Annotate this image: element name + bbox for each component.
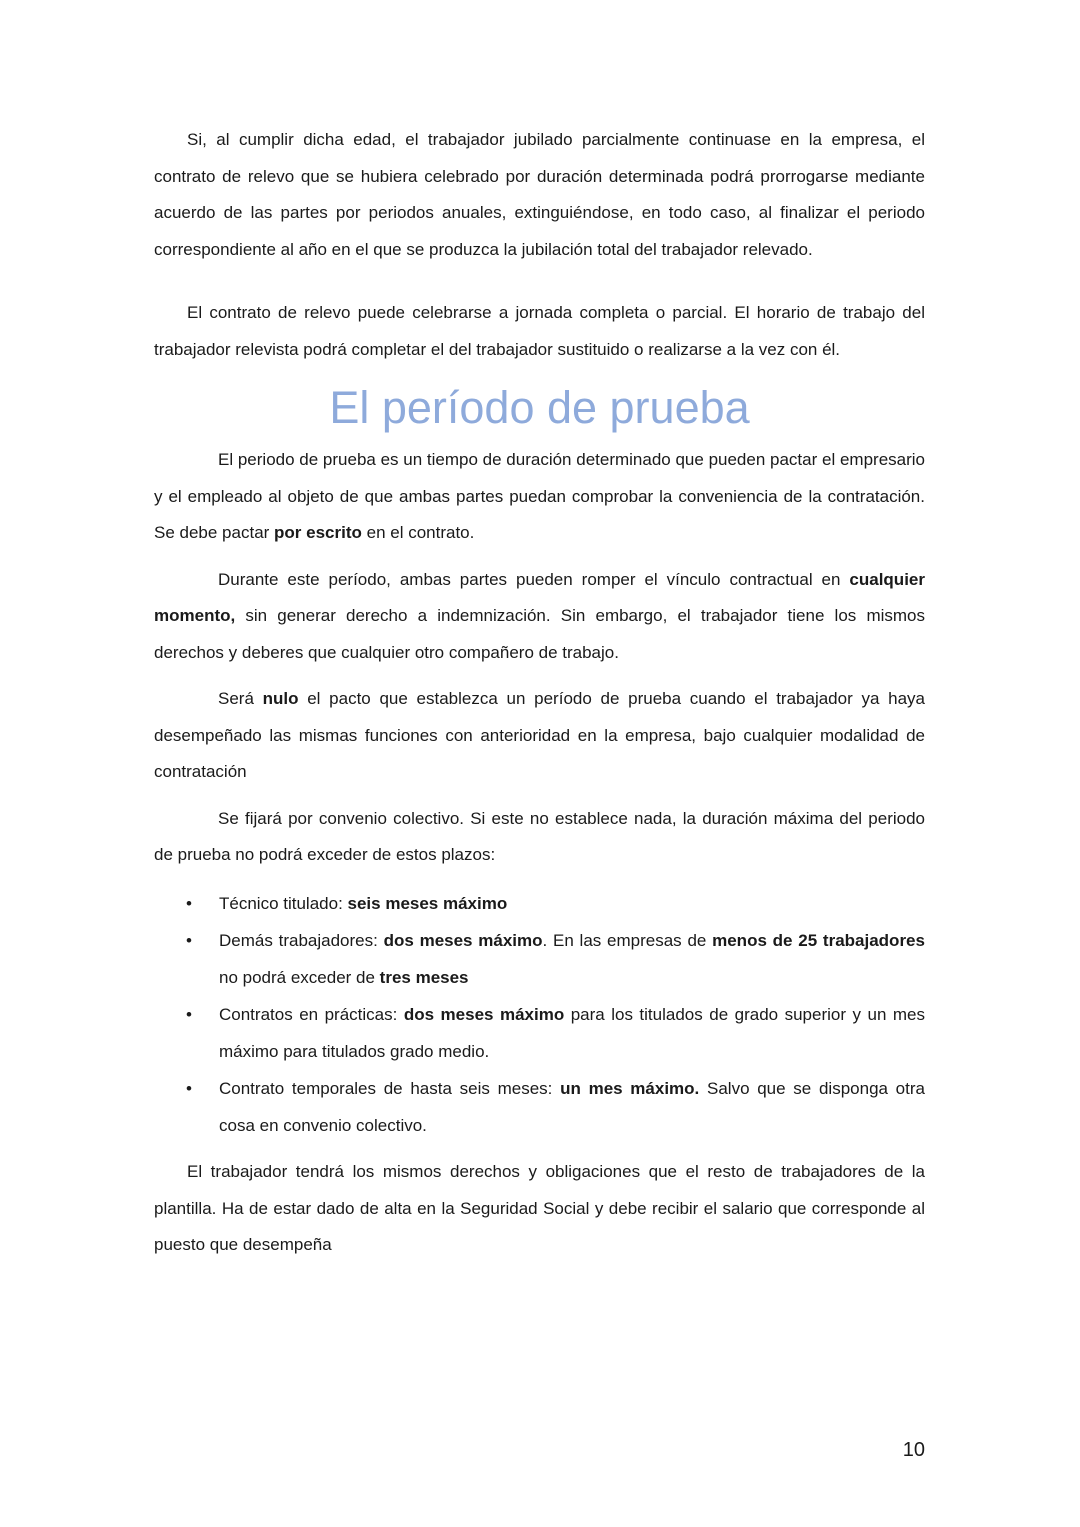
intro-paragraph-1: Si, al cumplir dicha edad, el trabajador jubilado parcialmente continuase en la empresa, el contrato de relevo que se hubiera celebrado por duración determinada podrá prorrogarse mediante acuerdo de las partes por periodos anuales, extinguiéndose, en todo caso, al finalizar el periodo correspondiente al año en el que se produzca la jubilación total del trabajador relevado.: [154, 130, 925, 259]
text-run: el pacto que establezca un período de prueba cuando el trabajador ya haya desempeñado las mismas funciones con anterioridad en la empresa, bajo cualquier modalidad de contratación: [154, 689, 925, 781]
page-number: 10: [902, 1439, 925, 1461]
text-run: Técnico titulado:: [219, 893, 348, 913]
bullet-icon: •: [186, 931, 192, 950]
list-item: [154, 923, 925, 996]
bold-text: nulo: [262, 689, 299, 708]
text-run: Durante este período, ambas partes pueden romper el vínculo contractual en: [218, 569, 850, 589]
bold-text: seis meses máximo: [347, 893, 508, 913]
list-item: [154, 997, 925, 1070]
text-run: Contratos en prácticas:: [219, 1005, 404, 1024]
section-paragraph-3: [154, 681, 925, 791]
bold-text: dos meses máximo: [403, 1005, 565, 1024]
list-item: [154, 1071, 925, 1144]
intro-paragraph-2: El contrato de relevo puede celebrarse a jornada completa o parcial. El horario de trabajo del trabajador relevista podrá completar el del trabajador sustituido o realizarse a la vez con él.: [154, 303, 925, 359]
section-paragraph-2: [154, 562, 925, 672]
bold-text: cualquier momento,: [154, 569, 925, 625]
text-run: no podrá exceder de: [219, 967, 380, 987]
bullet-icon: •: [186, 1079, 192, 1098]
text-run: Demás trabajadores:: [219, 931, 384, 950]
text-run: Será: [218, 689, 263, 708]
text-run: en el contrato.: [361, 523, 475, 542]
page-content: [154, 122, 925, 1264]
bold-text: menos de 25 trabajadores: [712, 931, 925, 950]
section-title: El período de prueba: [329, 382, 750, 433]
bold-text: dos meses máximo: [383, 931, 543, 950]
bold-text: un mes máximo.: [560, 1079, 700, 1098]
text-run: sin generar derecho a indemnización. Sin embargo, el trabajador tiene los mismos derechos y deberes que cualquier otro compañero de trabajo.: [154, 606, 925, 662]
section-paragraph-5: El trabajador tendrá los mismos derechos y obligaciones que el resto de trabajadores de la plantilla. Ha de estar dado de alta en la Seguridad Social y debe recibir el salario que corresponde al puesto que desempeña: [154, 1162, 925, 1254]
text-run: Contrato temporales de hasta seis meses:: [219, 1079, 561, 1098]
bold-text: tres meses: [379, 967, 469, 987]
trial-period-list: [154, 886, 925, 1145]
text-run: . En las empresas de: [542, 931, 713, 950]
list-item: [154, 886, 925, 923]
bold-text: por escrito: [274, 523, 362, 542]
text-run: Salvo que se disponga otra cosa en convenio colectivo.: [219, 1079, 925, 1135]
bullet-icon: •: [186, 893, 192, 913]
text-run: para los titulados de grado superior y un mes máximo para titulados grado medio.: [219, 1005, 926, 1061]
text-run: El periodo de prueba es un tiempo de duración determinado que pueden pactar el empresario y el empleado al objeto de que ambas partes puedan comprobar la conveniencia de la contratación. Se debe pactar: [154, 450, 925, 542]
section-paragraph-4: Se fijará por convenio colectivo. Si este no establece nada, la duración máxima del periodo de prueba no podrá exceder de estos plazos:: [154, 808, 925, 864]
section-paragraph-1: [154, 442, 925, 552]
bullet-icon: •: [186, 1005, 192, 1024]
